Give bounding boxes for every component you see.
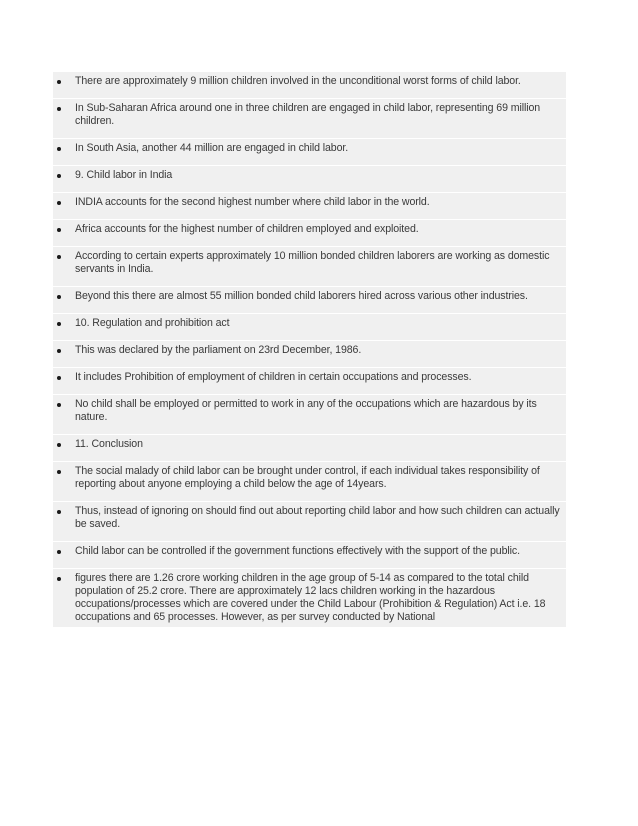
list-item bbox=[53, 139, 566, 166]
list-item bbox=[53, 72, 566, 99]
list-item bbox=[53, 542, 566, 569]
list-item bbox=[53, 247, 566, 287]
list-item-text: In Sub-Saharan Africa around one in three children are engaged in child labor, representing 69 million children. bbox=[75, 102, 541, 127]
bullet-icon bbox=[57, 107, 61, 111]
list-item bbox=[53, 368, 566, 395]
list-item bbox=[53, 99, 566, 139]
bullet-icon bbox=[57, 322, 61, 326]
bullet-icon bbox=[57, 349, 61, 353]
list-item-text: 11. Conclusion bbox=[75, 438, 143, 450]
list-item-text: INDIA accounts for the second highest number where child labor in the world. bbox=[75, 196, 430, 208]
list-item bbox=[53, 569, 566, 628]
list-item bbox=[53, 341, 566, 368]
list-item-text: No child shall be employed or permitted to work in any of the occupations which are hazardous by its nature. bbox=[75, 398, 537, 423]
list-item bbox=[53, 193, 566, 220]
bullet-icon bbox=[57, 174, 61, 178]
bullet-icon bbox=[57, 510, 61, 514]
bullet-icon bbox=[57, 550, 61, 554]
list-item-text: 9. Child labor in India bbox=[75, 169, 173, 181]
list-item-text: According to certain experts approximately 10 million bonded children laborers are working as domestic servants in India. bbox=[75, 250, 550, 275]
list-item-text: In South Asia, another 44 million are engaged in child labor. bbox=[75, 142, 349, 154]
list-item bbox=[53, 314, 566, 341]
list-item-text: Africa accounts for the highest number of children employed and exploited. bbox=[75, 223, 419, 235]
list-item bbox=[53, 166, 566, 193]
list-item-text: Thus, instead of ignoring on should find out about reporting child labor and how such children can actually be saved. bbox=[75, 505, 560, 530]
bullet-icon bbox=[57, 255, 61, 259]
list-item bbox=[53, 287, 566, 314]
list-item-text: Beyond this there are almost 55 million bonded child laborers hired across various other industries. bbox=[75, 290, 528, 302]
bullet-icon bbox=[57, 470, 61, 474]
list-item bbox=[53, 395, 566, 435]
list-item bbox=[53, 220, 566, 247]
list-item-text: Child labor can be controlled if the government functions effectively with the support of the public. bbox=[75, 545, 520, 557]
bullet-icon bbox=[57, 147, 61, 151]
list-item-text: There are approximately 9 million children involved in the unconditional worst forms of child labor. bbox=[75, 75, 521, 87]
bullet-list bbox=[53, 72, 566, 628]
bullet-icon bbox=[57, 443, 61, 447]
list-item-text: It includes Prohibition of employment of children in certain occupations and processes. bbox=[75, 371, 472, 383]
list-item-text: This was declared by the parliament on 23rd December, 1986. bbox=[75, 344, 362, 356]
bullet-icon bbox=[57, 201, 61, 205]
bullet-icon bbox=[57, 80, 61, 84]
list-item bbox=[53, 462, 566, 502]
bullet-icon bbox=[57, 376, 61, 380]
bullet-icon bbox=[57, 295, 61, 299]
list-item-text: 10. Regulation and prohibition act bbox=[75, 317, 230, 329]
bullet-icon bbox=[57, 577, 61, 581]
bullet-icon bbox=[57, 228, 61, 232]
list-item bbox=[53, 502, 566, 542]
list-item-text: The social malady of child labor can be brought under control, if each individual takes responsibility of reporting about anyone employing a child below the age of 14years. bbox=[75, 465, 540, 490]
list-item-text: figures there are 1.26 crore working children in the age group of 5-14 as compared to the total child population of 25.2 crore. There are approximately 12 lacs children working in the hazardous occupations/processes which are covered under the Child Labour (Prohibition & Regulation) Act i.e. 18 occupations and 65 processes. However, as per survey conducted by National bbox=[75, 572, 546, 623]
list-item bbox=[53, 435, 566, 462]
bullet-icon bbox=[57, 403, 61, 407]
